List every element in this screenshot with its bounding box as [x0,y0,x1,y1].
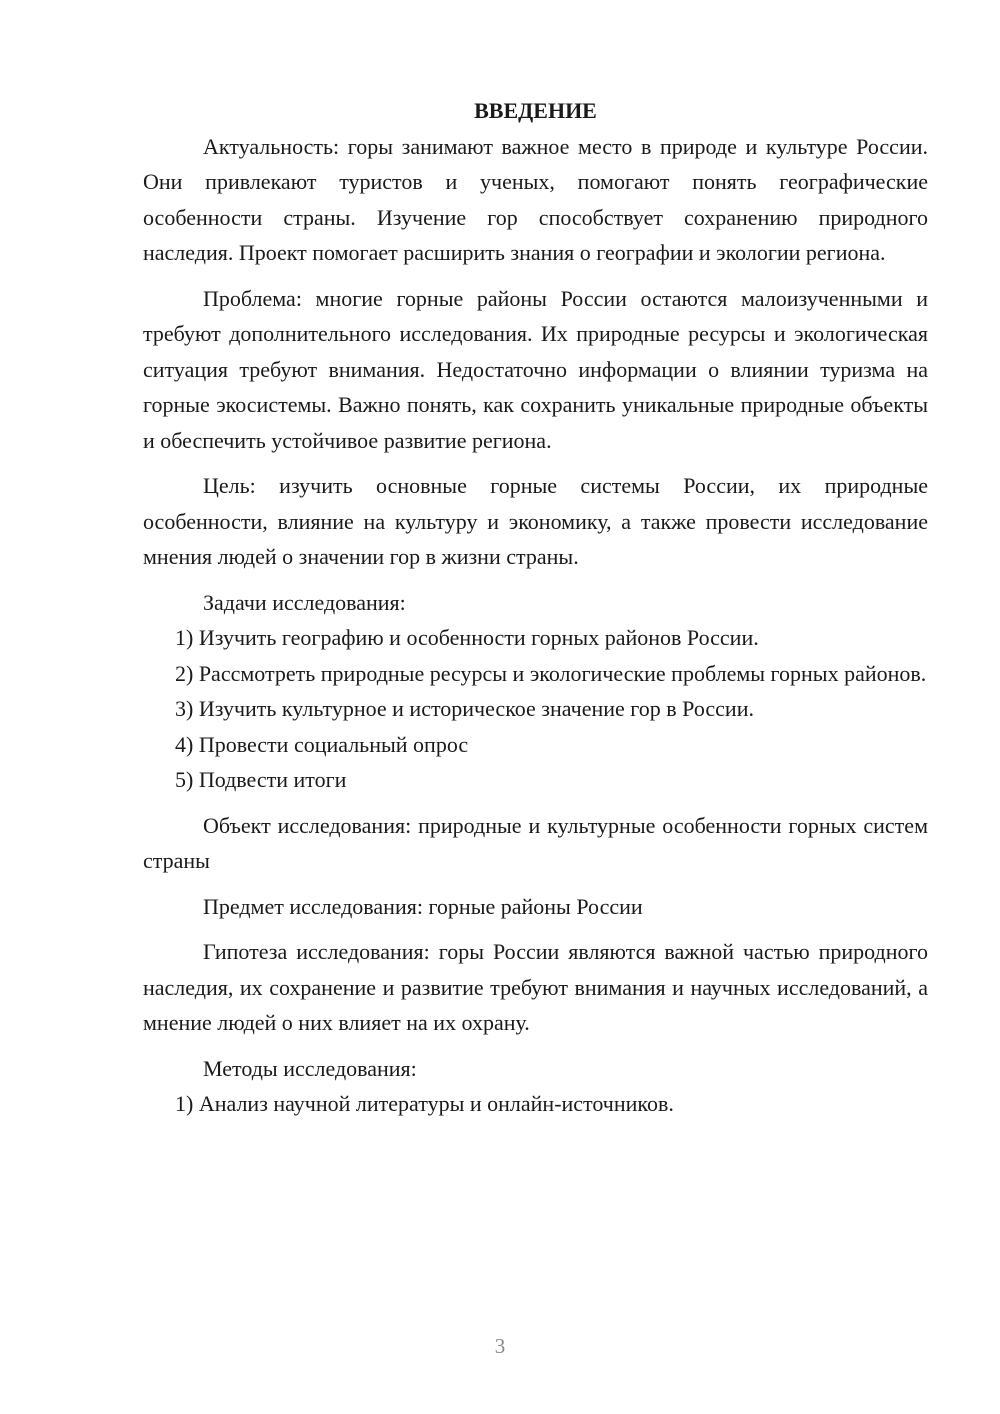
methods-heading: Методы исследования: [203,1055,417,1081]
list-item: 3) Изучить культурное и историческое значение гор в России. [175,696,754,721]
methods-list [143,1086,928,1122]
page-number: 3 [494,1334,506,1358]
tasks-heading: Задачи исследования: [203,589,406,615]
hypothesis-paragraph: Гипотеза исследования: горы России являются важной частью природного наследия, их сохранение и развитие требуют внимания и научных исследований, а мнение людей о них влияет на их охрану. [143,939,928,1035]
subject-paragraph: Предмет исследования: горные районы России [203,893,643,919]
goal-paragraph: Цель: изучить основные горные системы России, их природные особенности, влияние на культуру и экономику, а также провести исследование мнения людей о значении гор в жизни страны. [143,473,928,569]
list-item: 1) Анализ научной литературы и онлайн-источников. [175,1091,674,1116]
list-item: 4) Провести социальный опрос [175,731,469,757]
object-paragraph: Объект исследования: природные и культурные особенности горных систем страны [143,812,928,873]
problem-paragraph: Проблема: многие горные районы России остаются малоизученными и требуют дополнительного исследования. Их природные ресурсы и экологическая ситуация требуют внимания. Недостаточно информации о влиянии туризма на горные экосистемы. Важно понять, как сохранить уникальные природные объекты и обеспечить устойчивое развитие региона. [143,285,928,453]
list-item: 2) Рассмотреть природные ресурсы и экологические проблемы горных районов. [175,660,927,686]
list-item: 5) Подвести итоги [175,767,347,792]
list-item: 1) Изучить географию и особенности горных районов России. [175,625,759,650]
page-content [143,93,928,1122]
section-title: ВВЕДЕНИЕ [474,98,597,123]
tasks-list [143,620,928,798]
relevance-paragraph: Актуальность: горы занимают важное место в природе и культуре России. Они привлекают туристов и ученых, помогают понять географические особенности страны. Изучение гор способствует сохранению природного наследия. Проект помогает расширить знания о географии и экологии региона. [143,133,928,265]
